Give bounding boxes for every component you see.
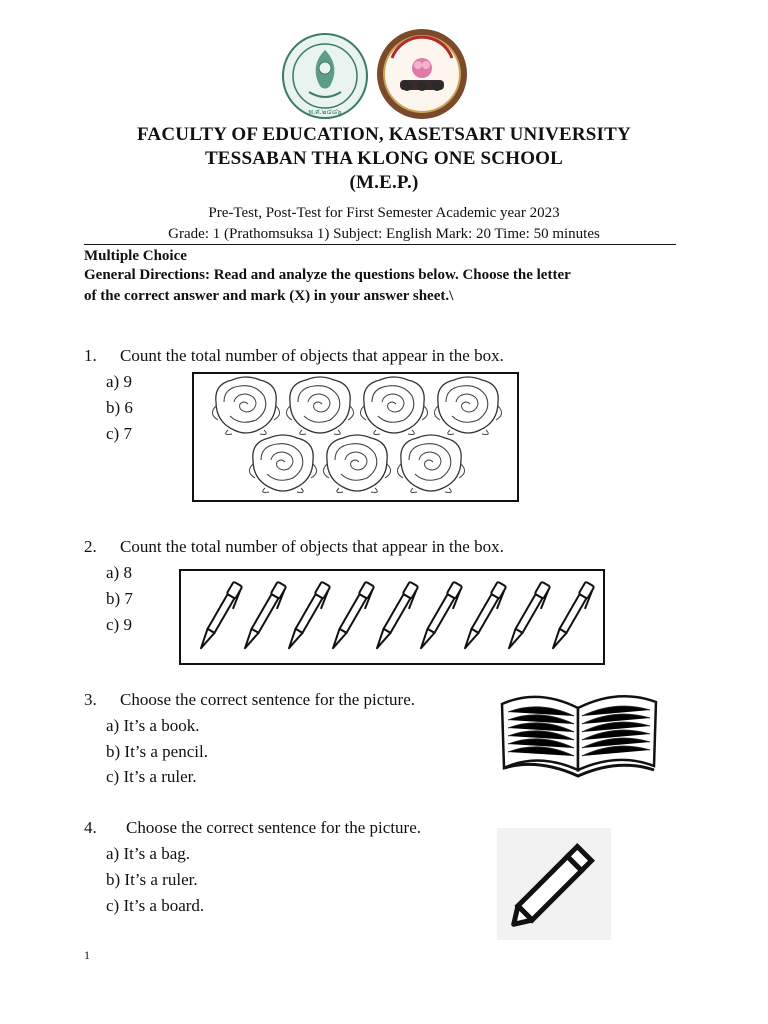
rose-icon xyxy=(434,377,501,435)
q3-option-a: a) It’s a book. xyxy=(106,716,200,735)
rose-icon xyxy=(397,435,464,493)
pen-icon xyxy=(417,582,465,653)
pen-icon xyxy=(197,582,245,653)
question-3-text: Choose the correct sentence for the picture. xyxy=(120,690,416,709)
q3-option-c: c) It’s a ruler. xyxy=(106,767,197,786)
question-1-number: 1. xyxy=(84,346,97,365)
q1-option-c: c) 7 xyxy=(106,424,132,443)
section-title: Multiple Choice xyxy=(84,248,187,264)
pen-icon xyxy=(373,582,421,653)
question-2-number: 2. xyxy=(84,537,97,556)
pen-icon xyxy=(505,582,553,653)
header-divider xyxy=(84,244,676,245)
q1-picture-box xyxy=(192,372,519,502)
q1-option-a: a) 9 xyxy=(106,372,132,391)
rose-icon xyxy=(212,377,279,435)
grade-line: Grade: 1 (Prathomsuksa 1) Subject: English Mark: 20 Time: 50 minutes xyxy=(168,226,600,242)
directions-line-2: of the correct answer and mark (X) in your answer sheet.\ xyxy=(84,288,454,304)
page-number: 1 xyxy=(84,948,90,962)
rose-icon xyxy=(323,435,390,493)
pencil-picture xyxy=(497,828,611,940)
rose-icon xyxy=(286,377,353,435)
question-2-text: Count the total number of objects that appear in the box. xyxy=(120,537,504,556)
book-picture xyxy=(498,682,662,778)
q1-option-b: b) 6 xyxy=(106,398,133,417)
pen-icon xyxy=(549,582,597,653)
directions-line-1: General Directions: Read and analyze the questions below. Choose the letter xyxy=(84,267,571,283)
question-4-number: 4. xyxy=(84,818,97,837)
q2-option-c: c) 9 xyxy=(106,615,132,634)
pen-icon xyxy=(461,582,509,653)
question-3-number: 3. xyxy=(84,690,97,709)
university-seal-logo xyxy=(279,32,371,120)
program-heading: (M.E.P.) xyxy=(349,172,419,193)
q2-option-a: a) 8 xyxy=(106,563,132,582)
q4-option-c: c) It’s a board. xyxy=(106,896,205,915)
question-1-text: Count the total number of objects that appear in the box. xyxy=(120,346,504,365)
pen-icon xyxy=(241,582,289,653)
q2-picture-box xyxy=(179,569,605,665)
pen-icon xyxy=(329,582,377,653)
q4-option-b: b) It’s a ruler. xyxy=(106,870,198,889)
test-title: Pre-Test, Post-Test for First Semester Academic year 2023 xyxy=(208,205,560,221)
pen-icon xyxy=(285,582,333,653)
rose-icon xyxy=(249,435,316,493)
faculty-heading: FACULTY OF EDUCATION, KASETSART UNIVERSITY xyxy=(137,124,631,145)
q2-option-b: b) 7 xyxy=(106,589,133,608)
rose-icon xyxy=(360,377,427,435)
school-emblem-logo xyxy=(374,28,470,120)
q4-option-a: a) It’s a bag. xyxy=(106,844,191,863)
svg-text:พ.ศ.๒๔๘๖: พ.ศ.๒๔๘๖ xyxy=(308,108,342,116)
school-heading: TESSABAN THA KLONG ONE SCHOOL xyxy=(204,148,564,169)
q3-option-b: b) It’s a pencil. xyxy=(106,742,208,761)
question-4-text: Choose the correct sentence for the picture. xyxy=(126,818,422,837)
